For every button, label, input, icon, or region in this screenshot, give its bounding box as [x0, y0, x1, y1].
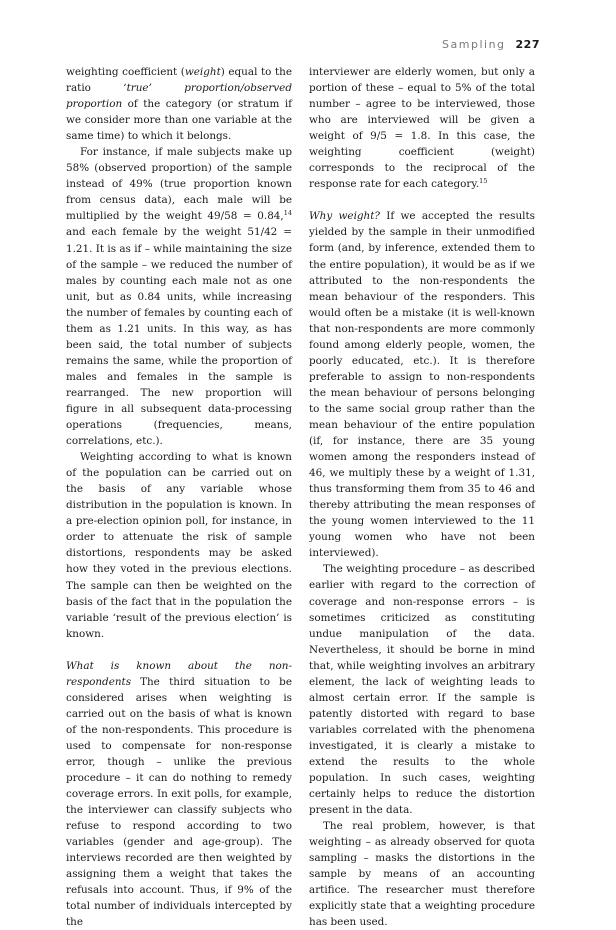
running-head	[442, 38, 540, 51]
paragraph-population-weighting: Weighting according to what is known of the population can be carried out on the basis of any variable whose distribution in the population is known. In a pre-election opinion poll, for instance, in order to attenuate the risk of sample distortions, respondents may be asked how they voted in the previous elections. The sample can then be weighted on the basis of the fact that in the population the variable ‘result of the previous election’ is known.	[66, 451, 292, 640]
footnote-ref-15: 15	[479, 177, 488, 186]
subheading-why-weight: Why weight?	[309, 210, 380, 223]
paragraph-non-respondents: What is known about the non-respondents The third situation to be considered arises when weighting is carried out on the basis of what is known of the non-respondents. This procedure is used to compensate for non-response error, though – unlike the previous procedure – it can do nothing to remedy coverage errors. In exit polls, for example, the interviewer can classify subjects who refuse to respond according to two variables (gender and age-group). The interviews recorded are then weighted by assigning them a weight that takes the refusals into account. Thus, if 9% of the total number of individuals intercepted by the	[66, 659, 292, 929]
paragraph-weighting-coefficient: weighting coefficient (weight) equal to the ratio ‘true’ proportion/observed proportion of the category (or stratum if we consider more than one variable at the same time) to which it belongs.	[66, 66, 292, 143]
paragraph-real-problem: The real problem, however, is that weighting – as already observed for quota sampling – masks the distortions in the sample by means of an accounting artifice. The researcher must therefore explicitly state that a weighting procedure has been used.	[309, 820, 535, 929]
footnote-ref-14: 14	[283, 209, 292, 218]
paragraph-why-weight: Why weight? If we accepted the results yielded by the sample in their unmodified form (and, by inference, extended them to the entire population), it would be as if we attributed to the non-respondents the mean behaviour of the responders. This would often be a mistake (it is well-known that non-respondents are more commonly found among elderly people, women, the poorly educated, etc.). It is therefore preferable to assign to non-respondents the mean behaviour of persons belonging to the same social group rather than the mean behaviour of the entire population (if, for instance, there are 35 young women among the responders instead of 46, we multiply these by a weight of 1.31, thus transforming them from 35 to 46 and thereby attributing the mean responses of the young women interviewed to the 11 young women who have not been interviewed).	[309, 210, 535, 560]
left-column	[66, 64, 292, 930]
right-column	[309, 64, 535, 930]
section-title: Sampling	[442, 38, 506, 51]
paragraph-example-gender: For instance, if male subjects make up 58% (observed proportion) of the sample instead of 49% (true proportion known from census data), each male will be multiplied by the weight 49/58 = 0.84,14 and each female by the weight 51/42 = 1.21. It is as if – while maintaining the size of the sample – we reduced the number of males by counting each male not as one unit, but as 0.84 units, while increasing the number of females by counting each of them as 1.21 units. In this way, as has been said, the total number of subjects remains the same, while the proportion of males and females in the sample is rearranged. The new proportion will figure in all subsequent data-processing operations (frequencies, means, correlations, etc.).	[66, 146, 292, 448]
subheading-non-respondents: What is known about the non-respondents	[66, 659, 292, 688]
paragraph-criticism: The weighting procedure – as described earlier with regard to the correction of coverage and non-response errors – is sometimes criticized as constituting undue manipulation of the data. Nevertheless, it should be borne in mind that, while weighting involves an arbitrary element, the lack of weighting leads to almost certain error. If the sample is patently distorted with regard to base variables correlated with the phenomena investigated, it is clearly a mistake to extend the results to the whole population. In such cases, weighting certainly helps to reduce the distortion present in the data.	[309, 563, 535, 817]
page-number: 227	[515, 38, 540, 51]
paragraph-interviewer-weight: interviewer are elderly women, but only a portion of these – equal to 5% of the total number – agree to be interviewed, those who are interviewed will be given a weight of 9/5 = 1.8. In this case, the weighting coefficient (weight) corresponds to the reciprocal of the response rate for each category.$^{15}$	[309, 66, 535, 191]
